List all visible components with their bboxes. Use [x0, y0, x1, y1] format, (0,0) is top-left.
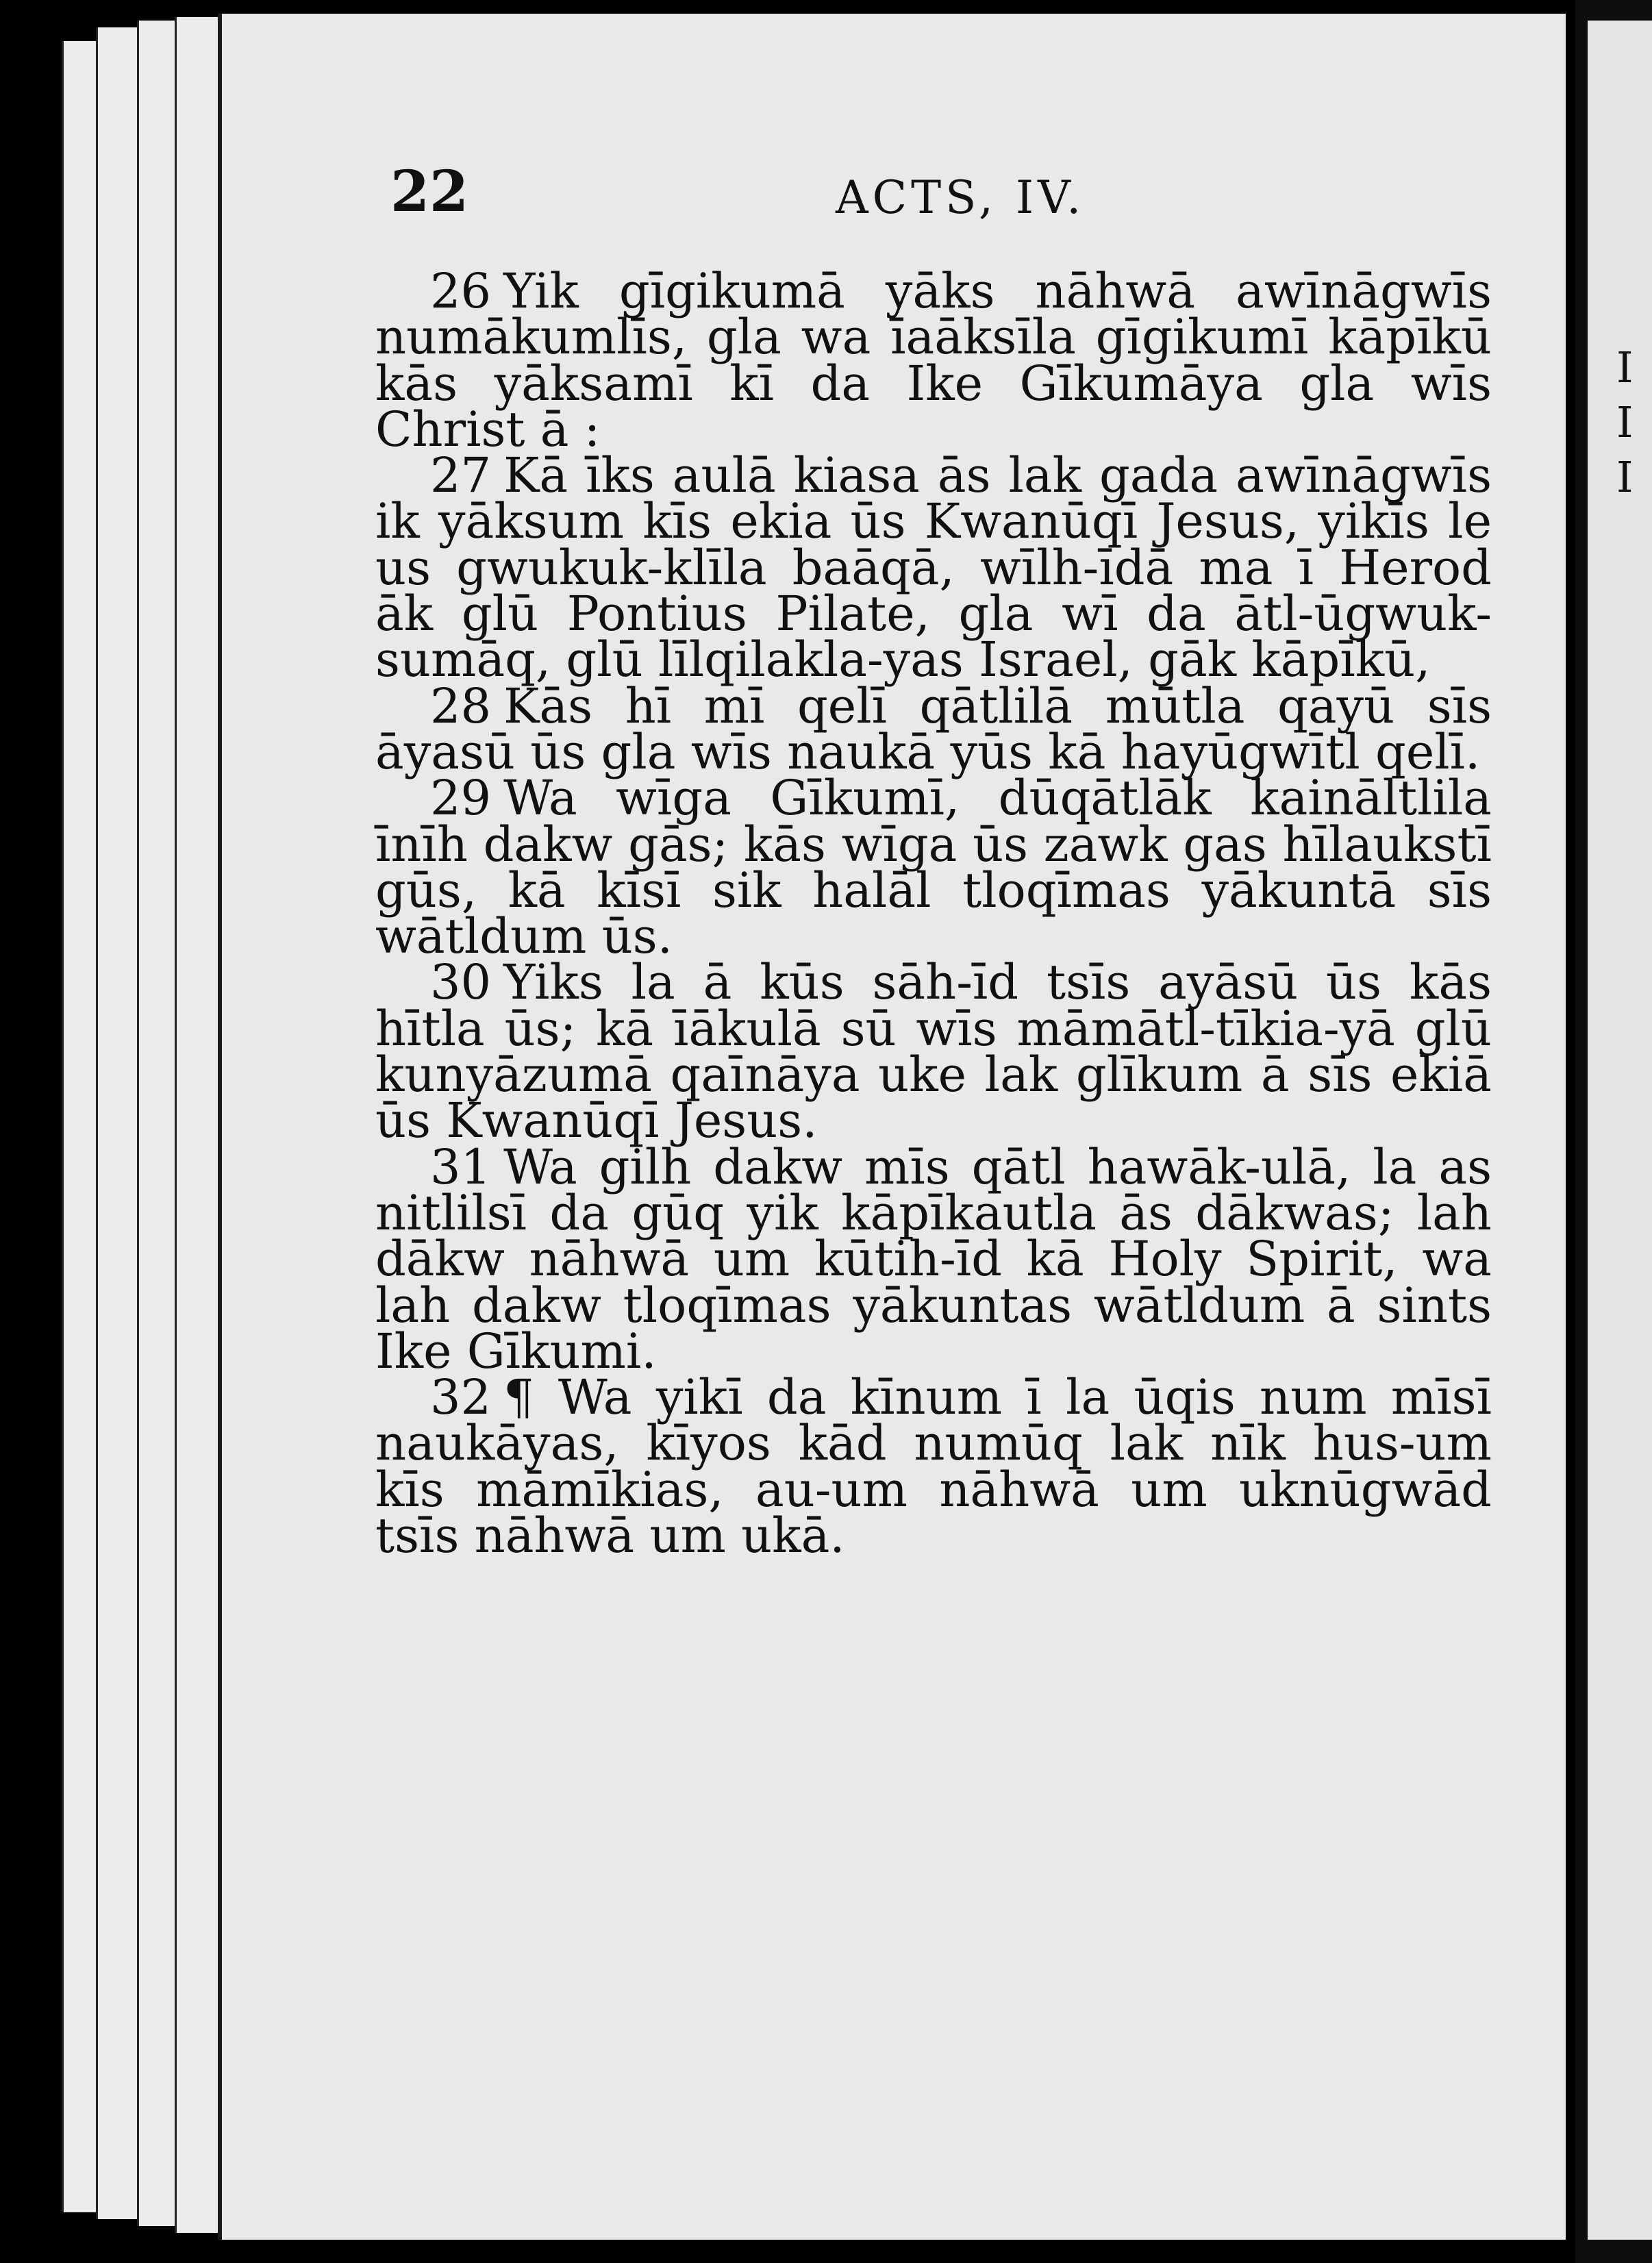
- verse-text: ¶ Wa yikī da kīnum ī la ūqis num mīsī naukāyas, kīyos kād numūq lak nīk hus-um kīs māmīkias, au-um nāhwā um uknūgwād tsīs nāhwā um ukā.: [375, 1369, 1492, 1564]
- verse-text: Yiks la ā kūs sāh-īd tsīs ayāsū ūs kās hītla ūs; kā īākulā sū wīs māmātl-tīkia-yā glū kunyāzumā qaīnāya uke lak glīkum ā sīs ekiā ūs Kwanūqī Jesus.: [375, 954, 1492, 1149]
- scripture-text: [375, 263, 1492, 1564]
- verse: [375, 677, 1492, 780]
- verse-number: 31: [430, 1138, 492, 1195]
- verse-number: 30: [430, 954, 492, 1011]
- verse-text: Wa gilh dakw mīs qātl hawāk-ulā, la as nitlilsī da gūq yik kāpīkautla ās dākwas; lah dākw nāhwā um kūtih-īd kā Holy Spirit, wa lah dakw tloqīmas yākuntas wātldum ā sints Ike Gīkumi.: [375, 1138, 1492, 1379]
- page-number: 22: [390, 159, 469, 225]
- verse-text: Kā īks aulā kiasa ās lak gada awīnāgwīs ik yāksum kīs ekia ūs Kwanūqī Jesus, yikīs le us gwukuk-klīla baāqā, wīlh-īdā ma ī Herod āk glū Pontius Pilate, gla wī da ātl-ūgwuk-sumāq, glū līlqilakla-yas Israel, gāk kāpīkū,: [375, 447, 1492, 688]
- verse: [375, 447, 1492, 688]
- facing-page-glyph: I: [1616, 452, 1634, 502]
- verse-number: 29: [430, 770, 492, 827]
- page-header: [390, 159, 1500, 241]
- verse-number: 26: [430, 263, 492, 319]
- verse: [375, 1138, 1492, 1379]
- verse: [375, 1369, 1492, 1564]
- verse: [375, 954, 1492, 1149]
- running-head: ACTS, IV.: [836, 171, 1086, 224]
- verse: [375, 263, 1492, 458]
- verse-number: 32: [430, 1369, 492, 1426]
- verse-text: Kās hī mī qelī qātlilā mūtla qayū sīs āyasū ūs gla wīs naukā yūs kā hayūgwītl qelī.: [375, 677, 1492, 780]
- verse-text: Yik gīgikumā yāks nāhwā awīnāgwīs numākumlīs, gla wa īaāksīla gīgikumī kāpīkū kās yāksamī kī da Ike Gīkumāya gla wīs Christ ā :: [375, 263, 1492, 458]
- verse-number: 28: [430, 677, 492, 734]
- verse-text: Wa wīga Gīkumī, dūqātlāk kaināltlila īnīh dakw gās; kās wīga ūs zawk gas hīlaukstī gūs, kā kīsī sik halāl tloqīmas yākuntā sīs wātldum ūs.: [375, 770, 1492, 965]
- facing-page-glyph: I: [1616, 397, 1634, 447]
- verse-number: 27: [430, 447, 492, 504]
- verse: [375, 770, 1492, 965]
- facing-page-glyph: I: [1616, 342, 1634, 392]
